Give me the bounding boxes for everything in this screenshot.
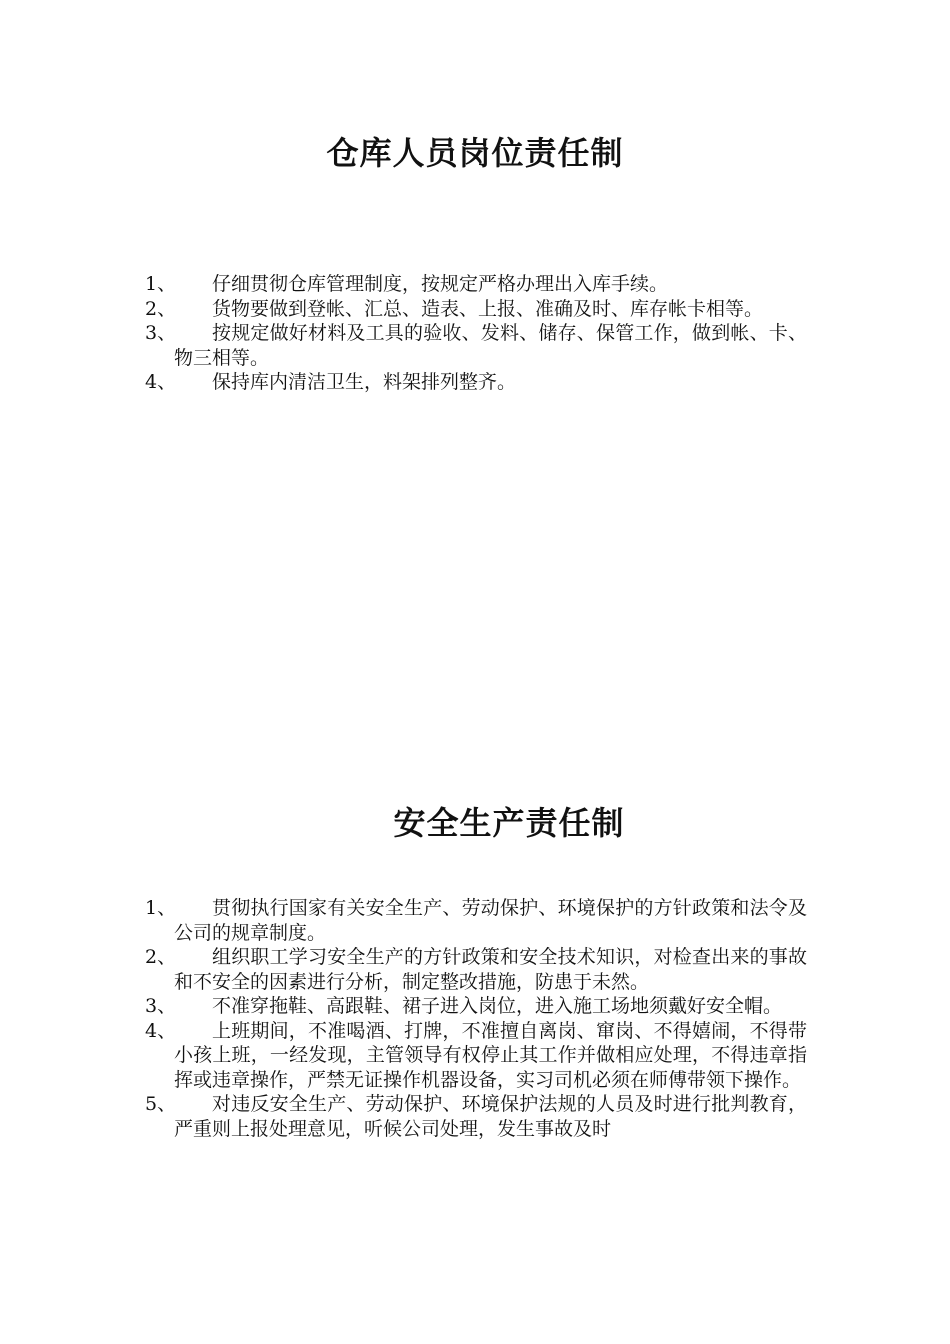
item-text: 货物要做到登帐、汇总、造表、上报、准确及时、库存帐卡相等。: [212, 297, 764, 320]
item-number: 3、: [145, 322, 177, 344]
item-text: 上班期间，不准喝酒、打牌，不准擅自离岗、窜岗、不得嬉闹，不得带小孩上班，一经发现，主管领导有权停止其工作并做相应处理，不得违章指挥或违章操作，严禁无证操作机器设备，实习司机必须在师傅带领下操作。: [174, 1019, 807, 1091]
list-item: [145, 1019, 807, 1093]
section-title-safety: 安全生产责任制: [393, 804, 625, 842]
list-item: [145, 370, 807, 395]
item-text: 组织职工学习安全生产的方针政策和安全技术知识，对检查出来的事故和不安全的因素进行分析，制定整改措施，防患于未然。: [174, 946, 807, 993]
item-text: 仔细贯彻仓库管理制度，按规定严格办理出入库手续。: [212, 273, 669, 295]
list-item: [145, 297, 807, 322]
item-number: 2、: [145, 297, 177, 320]
item-text: 保持库内清洁卫生，料架排列整齐。: [212, 371, 517, 393]
item-number: 2、: [145, 946, 177, 968]
list-item: [145, 1092, 807, 1141]
safety-duty-list: [145, 896, 807, 1141]
item-text: 按规定做好材料及工具的验收、发料、储存、保管工作，做到帐、卡、物三相等。: [174, 322, 807, 369]
item-text: 不准穿拖鞋、高跟鞋、裙子进入岗位，进入施工场地须戴好安全帽。: [212, 995, 783, 1017]
item-text: 贯彻执行国家有关安全生产、劳动保护、环境保护的方针政策和法令及公司的规章制度。: [174, 897, 807, 944]
list-item: [145, 896, 807, 945]
warehouse-duty-list: [145, 272, 807, 395]
item-number: 3、: [145, 995, 177, 1017]
item-number: 1、: [145, 897, 177, 919]
list-item: [145, 321, 807, 370]
list-item: [145, 272, 807, 297]
item-number: 5、: [145, 1093, 177, 1115]
item-text: 对违反安全生产、劳动保护、环境保护法规的人员及时进行批判教育，严重则上报处理意见，听候公司处理，发生事故及时: [174, 1093, 807, 1140]
item-number: 4、: [145, 371, 177, 393]
item-number: 4、: [145, 1019, 177, 1042]
list-item: [145, 994, 807, 1019]
item-number: 1、: [145, 273, 177, 295]
section-title-warehouse: 仓库人员岗位责任制: [326, 134, 624, 172]
list-item: [145, 945, 807, 994]
